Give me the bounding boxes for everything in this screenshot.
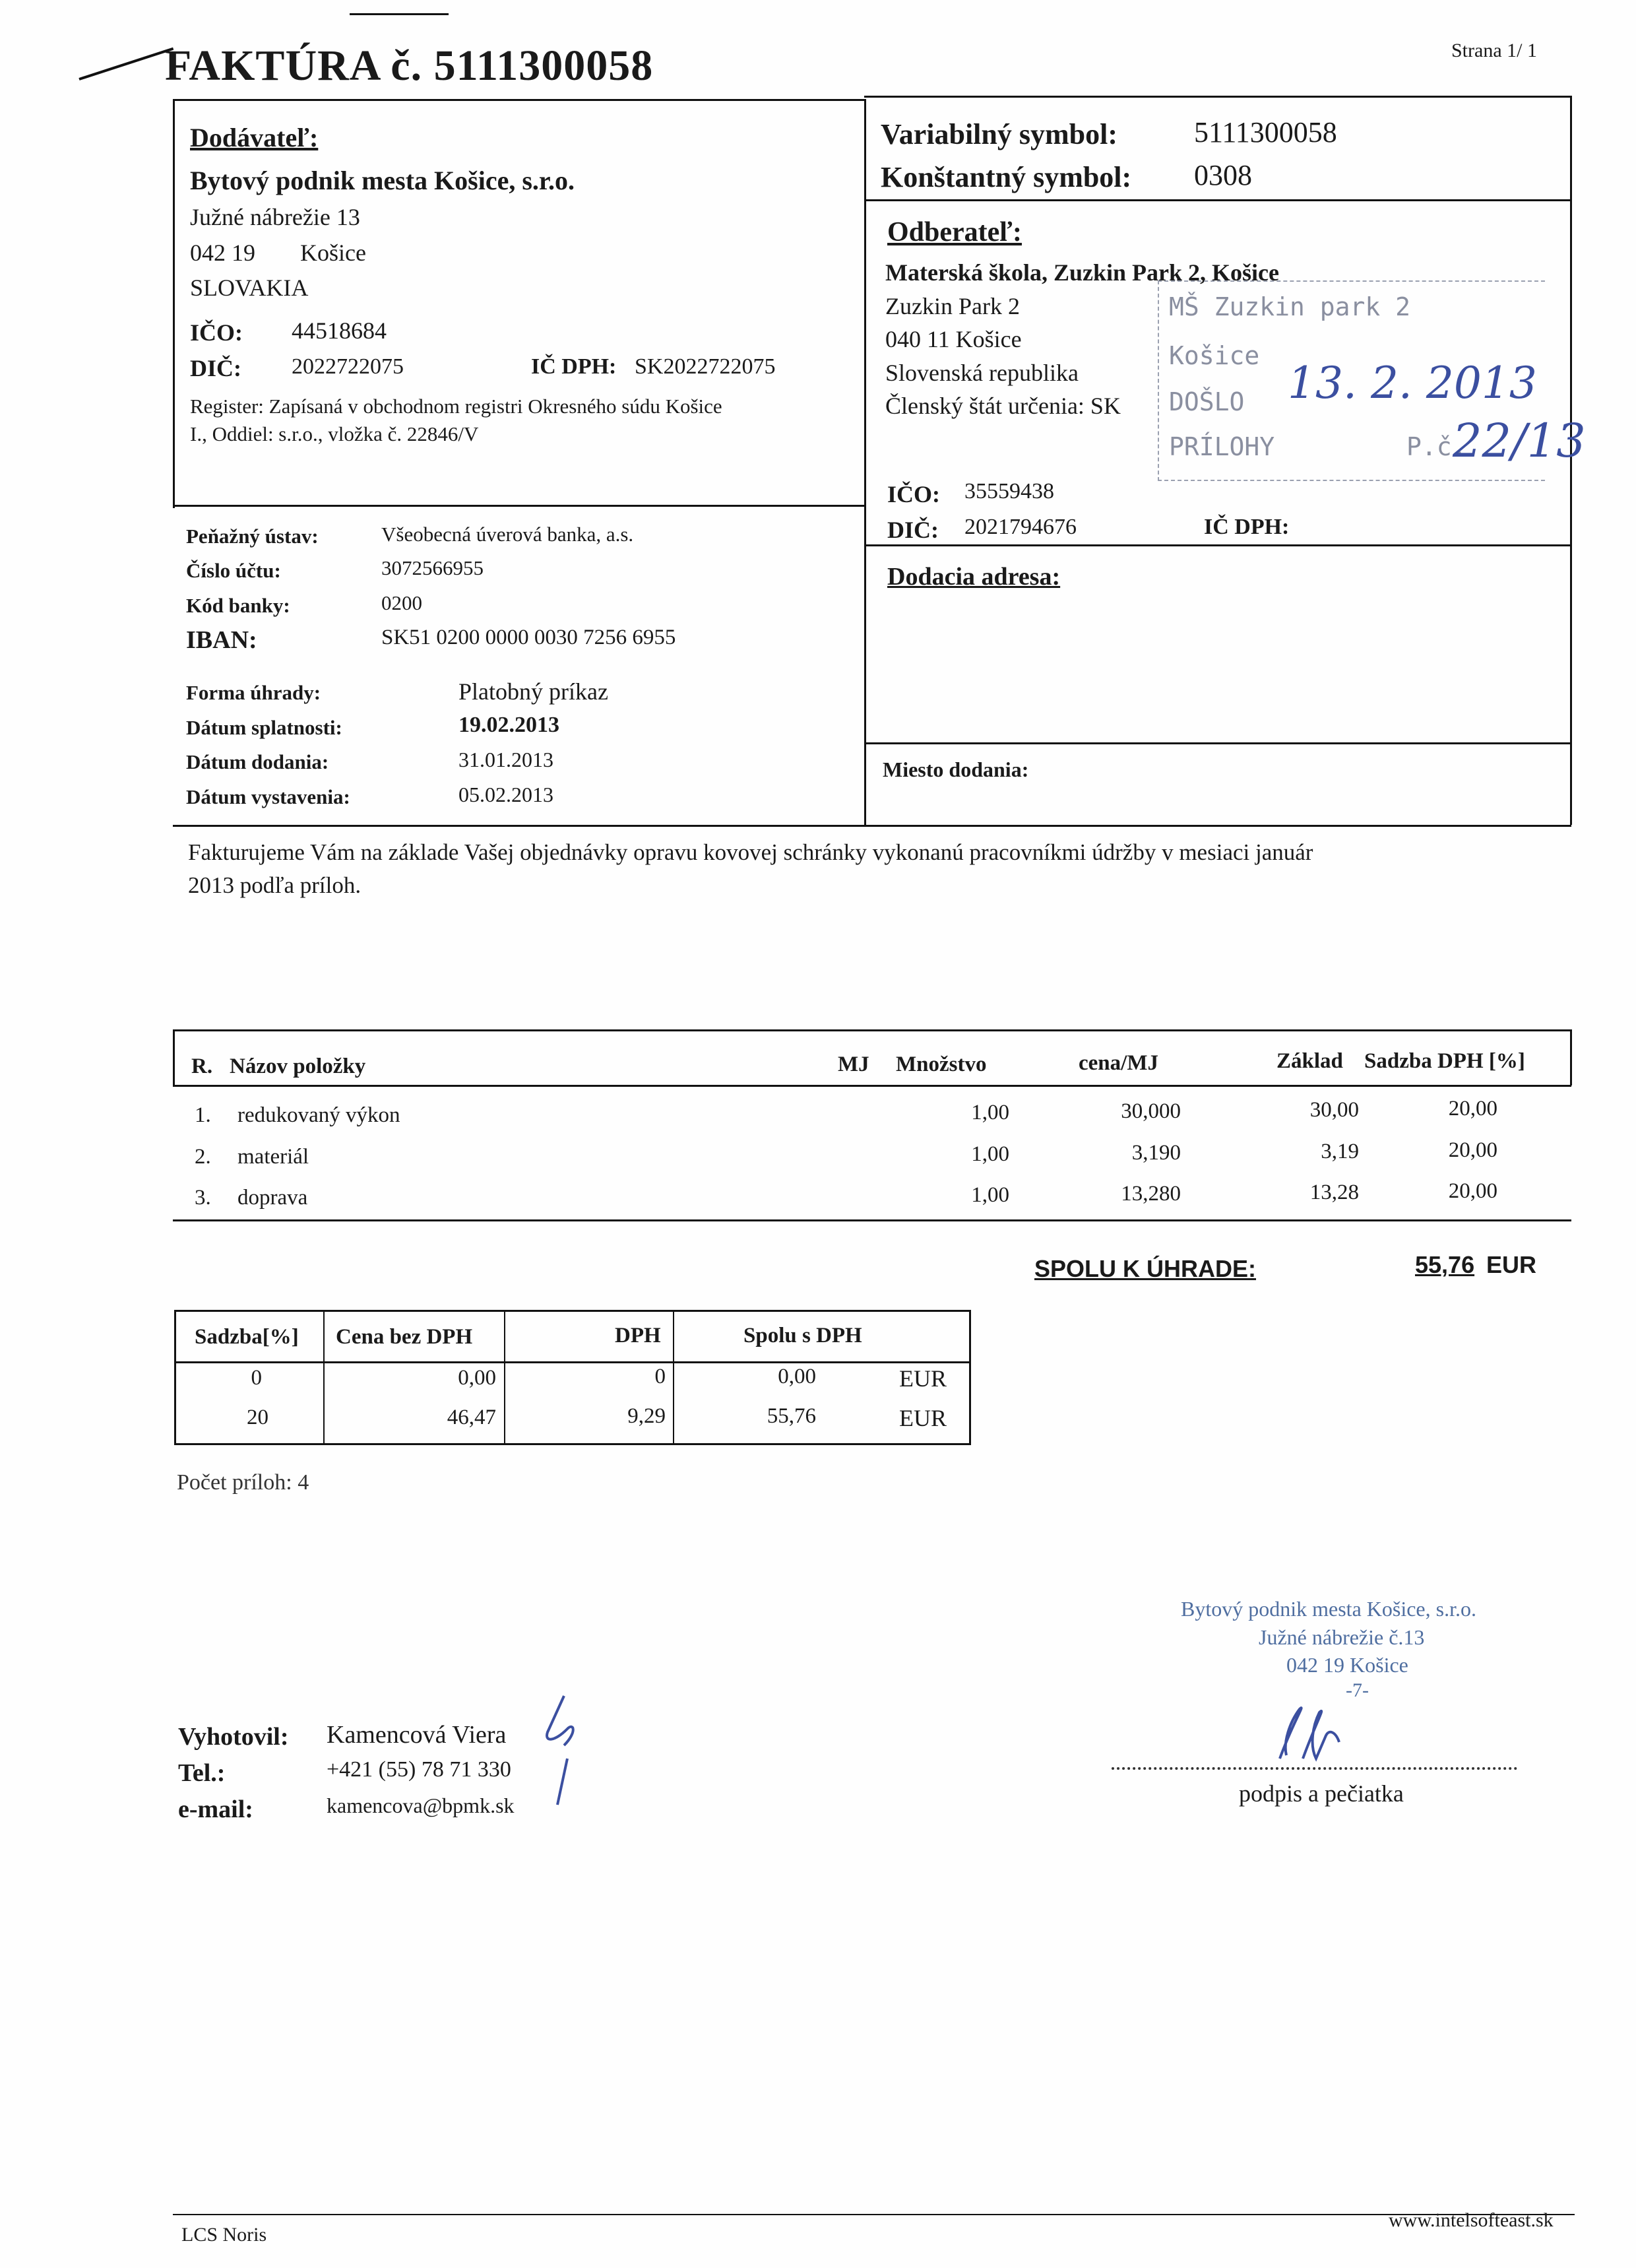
items-bottom-rule bbox=[173, 1219, 1571, 1221]
iban: SK51 0200 0000 0030 7256 6955 bbox=[381, 626, 676, 649]
stamp-line1: MŠ Zuzkin park 2 bbox=[1169, 292, 1411, 321]
signature-dotted-line bbox=[1112, 1767, 1517, 1770]
vat-col-rule-2 bbox=[504, 1312, 505, 1444]
supplier-ico: 44518684 bbox=[292, 317, 387, 344]
supplier-icdph: SK2022722075 bbox=[635, 354, 776, 379]
due-date: 19.02.2013 bbox=[458, 713, 559, 737]
vat-row-vat: 0 bbox=[654, 1365, 666, 1388]
constant-symbol: 0308 bbox=[1194, 159, 1252, 191]
item-no: 1. bbox=[195, 1103, 211, 1127]
customer-bottom-rule bbox=[864, 544, 1571, 546]
total-label: SPOLU K ÚHRADE: bbox=[1034, 1255, 1257, 1282]
items-left-rule bbox=[173, 1029, 175, 1085]
supplier-street: Južné nábrežie 13 bbox=[190, 204, 360, 230]
issuer-tel: +421 (55) 78 71 330 bbox=[327, 1757, 511, 1782]
bank-top-rule bbox=[173, 505, 865, 507]
supplier-icdph-label: IČ DPH: bbox=[531, 354, 617, 379]
supplier-city: Košice bbox=[300, 240, 366, 266]
item-no: 3. bbox=[195, 1186, 211, 1210]
item-qty: 1,00 bbox=[971, 1101, 1009, 1124]
box-mid-vertical bbox=[864, 99, 866, 825]
items-top-rule bbox=[173, 1029, 1571, 1031]
customer-member-state: Členský štát určenia: SK bbox=[885, 393, 1121, 419]
box-bottom-rule bbox=[173, 825, 1571, 827]
vat-row-net: 0,00 bbox=[458, 1366, 496, 1390]
bank-account-label: Číslo účtu: bbox=[186, 559, 281, 582]
item-name: materiál bbox=[237, 1145, 309, 1169]
company-stamp-line4: -7- bbox=[1346, 1679, 1369, 1701]
supplier-zip: 042 19 bbox=[190, 240, 255, 266]
item-base: 3,19 bbox=[1321, 1140, 1359, 1163]
vat-row-currency: EUR bbox=[899, 1365, 947, 1392]
items-header-qty: Množstvo bbox=[896, 1053, 987, 1076]
footer-right: www.intelsofteast.sk bbox=[1389, 2209, 1554, 2231]
box-top-right bbox=[864, 96, 1571, 98]
supplier-register-line2: I., Oddiel: s.r.o., vložka č. 22846/V bbox=[190, 422, 479, 445]
customer-heading: Odberateľ: bbox=[887, 217, 1022, 247]
payment-form: Platobný príkaz bbox=[458, 678, 608, 705]
stamp-received-date: 13. 2. 2013 bbox=[1288, 358, 1537, 408]
item-price: 13,280 bbox=[1121, 1182, 1181, 1206]
customer-ico: 35559438 bbox=[964, 479, 1054, 503]
item-qty: 1,00 bbox=[971, 1142, 1009, 1166]
stamp-line4b: P.č. bbox=[1406, 432, 1467, 461]
stamp-line2: Košice bbox=[1169, 341, 1260, 370]
item-price: 3,190 bbox=[1131, 1141, 1181, 1165]
item-base: 30,00 bbox=[1309, 1098, 1359, 1122]
director-signature bbox=[1253, 1696, 1385, 1768]
vat-summary-table bbox=[174, 1310, 971, 1445]
vat-header-rate: Sadzba[%] bbox=[195, 1325, 299, 1349]
delivery-date: 31.01.2013 bbox=[458, 748, 553, 771]
item-no: 2. bbox=[195, 1145, 211, 1169]
supplier-ico-label: IČO: bbox=[190, 319, 243, 346]
item-rate: 20,00 bbox=[1448, 1179, 1497, 1203]
box-left-top bbox=[173, 99, 175, 508]
issuer-tel-label: Tel.: bbox=[178, 1759, 226, 1787]
items-header-bottom-rule bbox=[173, 1085, 1571, 1087]
supplier-dic: 2022722075 bbox=[292, 354, 404, 379]
items-header-no: R. bbox=[191, 1054, 213, 1078]
item-name: doprava bbox=[237, 1186, 308, 1210]
vat-header-rule bbox=[176, 1361, 969, 1363]
signature-label: podpis a pečiatka bbox=[1239, 1780, 1404, 1807]
customer-name: Materská škola, Zuzkin Park 2, Košice bbox=[885, 259, 1280, 286]
page-number: Strana 1/ 1 bbox=[1451, 40, 1537, 61]
vat-col-rule-1 bbox=[323, 1312, 325, 1444]
bank-institution: Všeobecná úverová banka, a.s. bbox=[381, 523, 634, 546]
item-qty: 1,00 bbox=[971, 1183, 1009, 1207]
payment-form-label: Forma úhrady: bbox=[186, 681, 321, 704]
customer-icdph-label: IČ DPH: bbox=[1204, 515, 1290, 539]
variable-symbol-label: Variabilný symbol: bbox=[881, 118, 1118, 150]
bank-code: 0200 bbox=[381, 591, 422, 614]
customer-street: Zuzkin Park 2 bbox=[885, 293, 1020, 319]
issuer-email-label: e-mail: bbox=[178, 1796, 253, 1823]
items-header-unit: MJ bbox=[838, 1053, 869, 1076]
delivery-place-rule bbox=[864, 742, 1571, 744]
vat-row-vat: 9,29 bbox=[627, 1404, 666, 1428]
supplier-dic-label: DIČ: bbox=[190, 355, 241, 381]
vat-header-gross: Spolu s DPH bbox=[743, 1324, 862, 1347]
company-stamp-line3: 042 19 Košice bbox=[1286, 1653, 1408, 1677]
received-stamp bbox=[1158, 280, 1586, 481]
bank-code-label: Kód banky: bbox=[186, 594, 290, 617]
total-currency: EUR bbox=[1486, 1251, 1537, 1278]
bank-account: 3072566955 bbox=[381, 556, 484, 579]
attachments-count: Počet príloh: 4 bbox=[177, 1470, 309, 1495]
delivery-date-label: Dátum dodania: bbox=[186, 750, 329, 773]
supplier-register-line1: Register: Zapísaná v obchodnom registri Okresného súdu Košice bbox=[190, 395, 722, 418]
title-pen-stroke bbox=[79, 48, 173, 81]
issuer-email: kamencova@bpmk.sk bbox=[327, 1794, 515, 1817]
footer-left: LCS Noris bbox=[181, 2224, 267, 2246]
supplier-name: Bytový podnik mesta Košice, s.r.o. bbox=[190, 166, 575, 195]
due-date-label: Dátum splatnosti: bbox=[186, 716, 342, 739]
invoice-title: FAKTÚRA č. 5111300058 bbox=[165, 42, 654, 90]
constant-symbol-label: Konštantný symbol: bbox=[881, 161, 1132, 193]
issuer-made: Kamencová Viera bbox=[327, 1721, 507, 1749]
item-rate: 20,00 bbox=[1448, 1138, 1497, 1162]
item-name: redukovaný výkon bbox=[237, 1103, 400, 1127]
supplier-country: SLOVAKIA bbox=[190, 275, 309, 301]
stamp-line4: PRÍLOHY bbox=[1169, 432, 1275, 461]
items-right-rule bbox=[1570, 1029, 1572, 1085]
customer-ico-label: IČO: bbox=[887, 481, 940, 507]
vat-row-gross: 0,00 bbox=[778, 1365, 816, 1388]
vat-row-currency: EUR bbox=[899, 1405, 947, 1431]
item-rate: 20,00 bbox=[1448, 1097, 1497, 1120]
customer-zip-city: 040 11 Košice bbox=[885, 326, 1022, 352]
vat-row-gross: 55,76 bbox=[767, 1404, 816, 1428]
customer-dic-label: DIČ: bbox=[887, 517, 939, 543]
item-price: 30,000 bbox=[1121, 1099, 1181, 1123]
top-rule bbox=[350, 13, 449, 15]
footer-rule bbox=[173, 2214, 1575, 2215]
iban-label: IBAN: bbox=[186, 626, 257, 654]
stamp-line3: DOŠLO bbox=[1169, 387, 1245, 416]
items-header-name: Názov položky bbox=[230, 1054, 366, 1078]
customer-country: Slovenská republika bbox=[885, 360, 1079, 386]
total-amount: 55,76 bbox=[1415, 1251, 1475, 1278]
items-header-rate: Sadzba DPH [%] bbox=[1364, 1049, 1525, 1073]
stamp-attachment-number: 22/13 bbox=[1453, 414, 1586, 468]
issue-date-label: Dátum vystavenia: bbox=[186, 785, 350, 808]
issue-date: 05.02.2013 bbox=[458, 783, 553, 806]
symbols-bottom-rule bbox=[864, 199, 1571, 201]
item-base: 13,28 bbox=[1309, 1181, 1359, 1204]
vat-row-net: 46,47 bbox=[447, 1406, 496, 1429]
invoice-description-line1: Fakturujeme Vám na základe Vašej objednávky opravu kovovej schránky vykonanú pracovníkmi údržby v mesiaci január bbox=[188, 839, 1313, 865]
items-header-price: cena/MJ bbox=[1079, 1051, 1158, 1075]
vat-row-rate: 0 bbox=[251, 1366, 262, 1390]
issuer-signature bbox=[528, 1693, 587, 1811]
vat-header-net: Cena bez DPH bbox=[336, 1325, 473, 1349]
vat-row-rate: 20 bbox=[247, 1406, 268, 1429]
items-header-base: Základ bbox=[1276, 1049, 1343, 1073]
delivery-address-label: Dodacia adresa: bbox=[887, 563, 1061, 591]
customer-dic: 2021794676 bbox=[964, 515, 1077, 539]
company-stamp-line2: Južné nábrežie č.13 bbox=[1259, 1625, 1425, 1649]
box-top-left bbox=[173, 99, 864, 101]
variable-symbol: 5111300058 bbox=[1194, 116, 1337, 148]
delivery-place-label: Miesto dodania: bbox=[883, 758, 1029, 781]
bank-institution-label: Peňažný ústav: bbox=[186, 525, 319, 548]
issuer-made-label: Vyhotovil: bbox=[178, 1723, 289, 1751]
invoice-description-line2: 2013 podľa príloh. bbox=[188, 872, 362, 898]
supplier-heading: Dodávateľ: bbox=[190, 123, 319, 152]
company-stamp-line1: Bytový podnik mesta Košice, s.r.o. bbox=[1181, 1597, 1476, 1621]
vat-col-rule-3 bbox=[673, 1312, 674, 1444]
vat-header-vat: DPH bbox=[615, 1324, 661, 1347]
